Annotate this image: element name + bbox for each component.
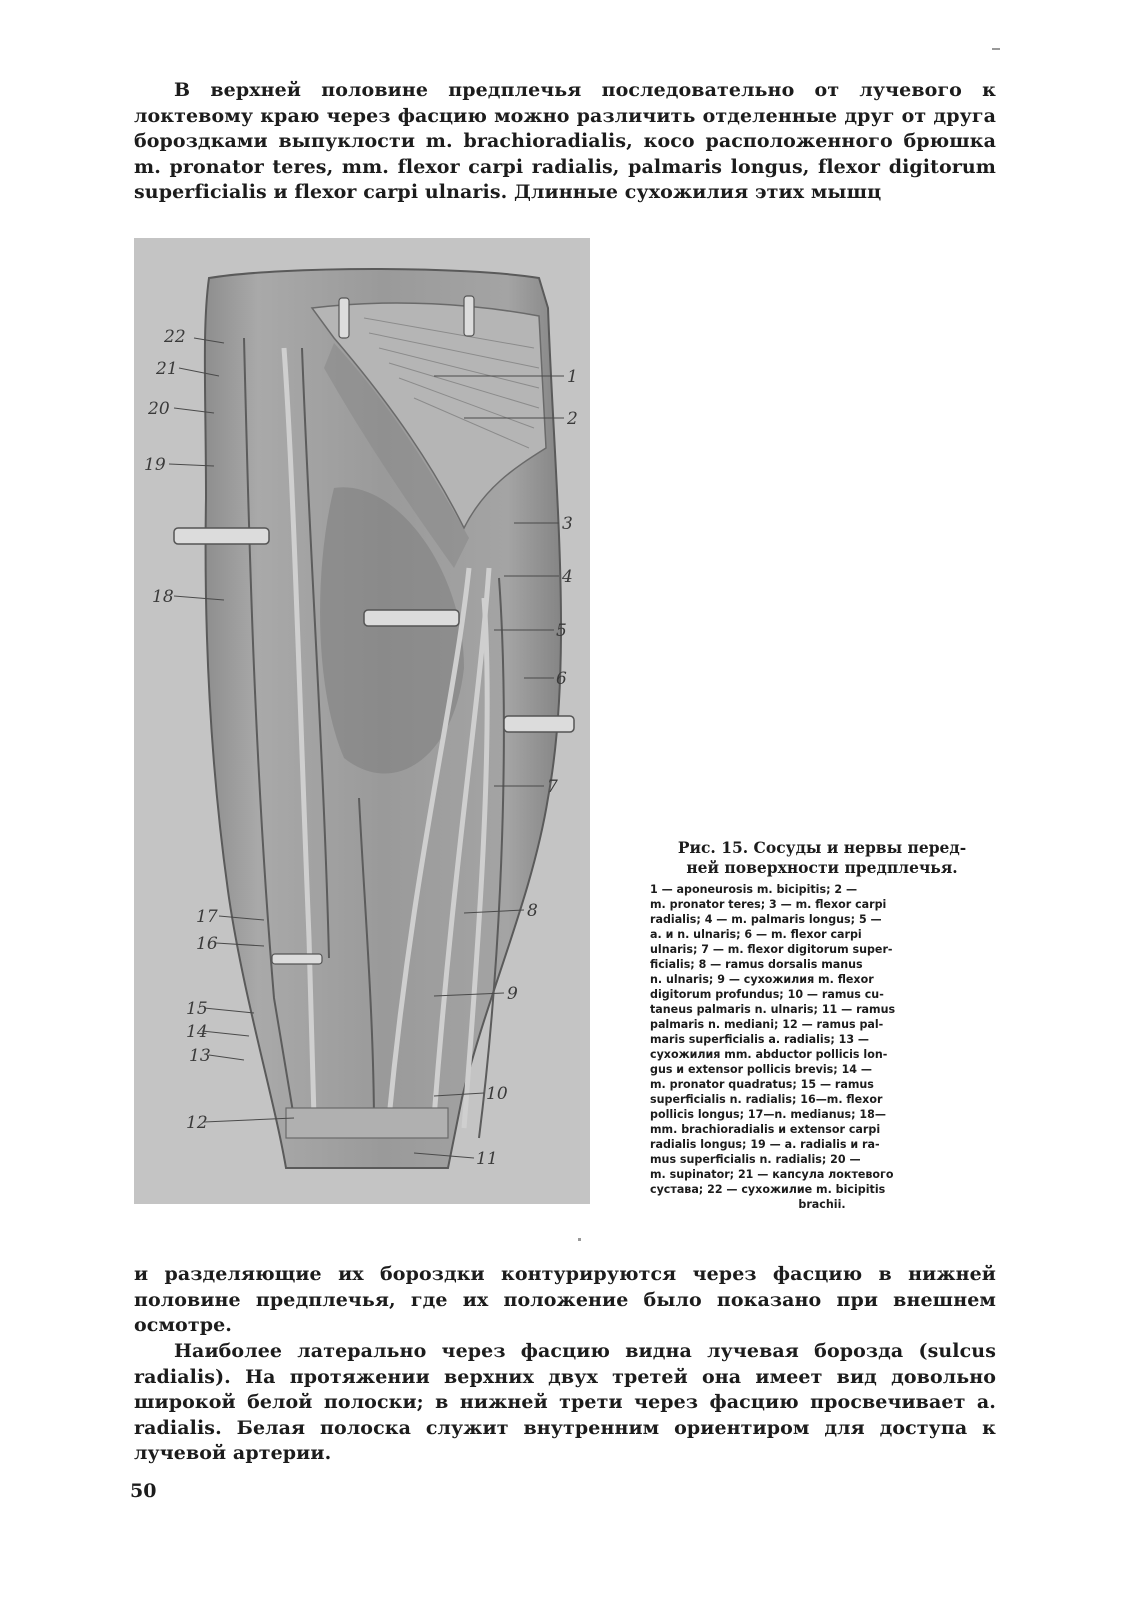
caption-line: digitorum profundus; 10 — ramus cu- <box>650 988 884 1001</box>
figure-label-1: 1 <box>567 367 578 387</box>
caption-title-line-2: ней поверхности предплечья. <box>686 858 958 877</box>
caption-line: pollicis longus; 17—n. medianus; 18— <box>650 1108 886 1121</box>
caption-line: m. pronator teres; 3 — m. flexor carpi <box>650 898 887 911</box>
caption-line: palmaris n. mediani; 12 — ramus pal- <box>650 1018 884 1031</box>
anatomical-illustration <box>134 238 590 1204</box>
caption-line: ulnaris; 7 — m. flexor digitorum super- <box>650 943 893 956</box>
caption-line: ficialis; 8 — ramus dorsalis manus <box>650 958 863 971</box>
caption-line: сухожилия mm. abductor pollicis lon- <box>650 1048 888 1061</box>
figure-label-19: 19 <box>144 455 166 475</box>
figure-label-8: 8 <box>527 901 538 921</box>
figure-label-9: 9 <box>507 984 518 1004</box>
figure-label-16: 16 <box>196 934 218 954</box>
caption-line: a. и n. ulnaris; 6 — m. flexor carpi <box>650 928 862 941</box>
body-paragraph-1: В верхней половине предплечья последовательно от лучевого к локтевому краю через фасцию можно различить отделенные друг от друга бороздками выпуклости m. brachioradialis, косо расположенного брюшка m. pronator teres, mm. flexor carpi radialis, palmaris longus, flexor digitorum superficialis и flexor carpi ulnaris. Длинные сухожилия этих мышц <box>134 79 996 203</box>
caption-legend <box>650 882 994 1212</box>
figure-label-10: 10 <box>486 1084 508 1104</box>
caption-title-line-1: Рис. 15. Сосуды и нервы перед- <box>677 838 967 857</box>
figure-label-3: 3 <box>562 514 573 534</box>
caption-line: taneus palmaris n. ulnaris; 11 — ramus <box>650 1003 896 1016</box>
print-speck <box>578 1238 581 1241</box>
caption-line: m. supinator; 21 — капсула локтевого <box>650 1168 894 1181</box>
figure-label-22: 22 <box>164 327 186 347</box>
caption-title <box>650 838 994 878</box>
figure-label-6: 6 <box>556 669 567 689</box>
caption-last-line: brachii. <box>798 1198 846 1211</box>
figure-label-17: 17 <box>196 907 218 927</box>
figure-label-5: 5 <box>556 621 567 641</box>
figure-label-12: 12 <box>186 1113 208 1133</box>
caption-line: сустава; 22 — сухожилие m. bicipitis <box>650 1183 886 1196</box>
figure-caption <box>650 838 994 1212</box>
figure-label-4: 4 <box>562 567 573 587</box>
figure-label-21: 21 <box>156 359 178 379</box>
figure-label-15: 15 <box>186 999 208 1019</box>
caption-line: superficialis n. radialis; 16—m. flexor <box>650 1093 883 1106</box>
figure-label-20: 20 <box>148 399 170 419</box>
caption-line: 1 — aponeurosis m. bicipitis; 2 — <box>650 883 858 896</box>
figure-label-2: 2 <box>567 409 578 429</box>
print-speck <box>992 48 1000 50</box>
forearm-drawing <box>134 238 590 1204</box>
caption-line: m. pronator quadratus; 15 — ramus <box>650 1078 874 1091</box>
figure-label-11: 11 <box>476 1149 498 1169</box>
body-paragraph-2: и разделяющие их бороздки контурируются через фасцию в нижней половине предплечья, где их положение было показано при внешнем осмотре. <box>134 1263 996 1336</box>
caption-line: maris superficialis a. radialis; 13 — <box>650 1033 870 1046</box>
caption-line: radialis longus; 19 — a. radialis и ra- <box>650 1138 880 1151</box>
caption-line: mus superficialis n. radialis; 20 — <box>650 1153 861 1166</box>
figure-label-13: 13 <box>189 1046 211 1066</box>
figure-label-18: 18 <box>152 587 174 607</box>
caption-line: radialis; 4 — m. palmaris longus; 5 — <box>650 913 882 926</box>
caption-line: n. ulnaris; 9 — сухожилия m. flexor <box>650 973 874 986</box>
body-paragraph-3: Наиболее латерально через фасцию видна лучевая борозда (sulcus radialis). На протяжении верхних двух третей она имеет вид довольно широкой белой полоски; в нижней трети через фасцию просвечивает a. radialis. Белая полоска служит внутренним ориентиром для доступа к лучевой артерии. <box>134 1340 996 1464</box>
figure-label-14: 14 <box>186 1022 208 1042</box>
figure-label-7: 7 <box>547 777 558 797</box>
caption-line: gus и extensor pollicis brevis; 14 — <box>650 1063 872 1076</box>
page-number: 50 <box>130 1480 157 1502</box>
caption-line: mm. brachioradialis и extensor carpi <box>650 1123 881 1136</box>
